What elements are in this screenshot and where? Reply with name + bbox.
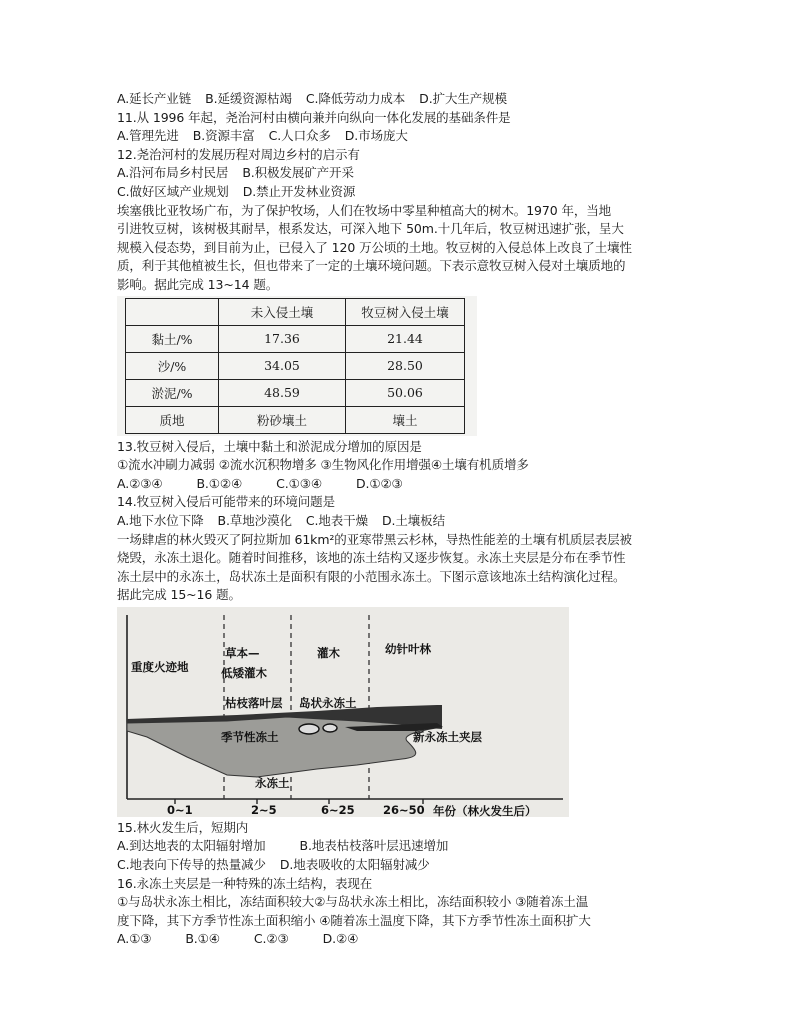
cell-invaded: 50.06 bbox=[346, 379, 465, 406]
zone-label-herb: 草本— bbox=[225, 645, 260, 660]
label-permafrost: 永冻土 bbox=[255, 775, 290, 790]
soil-texture-table-figure bbox=[117, 296, 477, 436]
passage-line: 冻土层中的永冻土，岛状冻土是面积有限的小范围永冻土。下图示意该地冻土结构演化过程。 bbox=[117, 568, 626, 584]
q13-option-d: D.①②③ bbox=[355, 475, 403, 491]
q10-option-b: B.延缓资源枯竭 bbox=[205, 91, 292, 106]
q16-stem: 16.永冻土夹层是一种特殊的冻土结构，表现在 bbox=[117, 875, 373, 891]
q15-options-2 bbox=[117, 856, 677, 875]
q11-options bbox=[117, 127, 677, 146]
passage-line: 埃塞俄比亚牧场广布，为了保护牧场，人们在牧场中零星种植高大的树木。1970 年，当地 bbox=[117, 202, 612, 218]
table-row bbox=[126, 352, 465, 379]
axis-label-6-25: 6~25 bbox=[321, 802, 355, 817]
axis-label-0-1: 0~1 bbox=[167, 802, 193, 817]
soil-texture-table bbox=[125, 298, 465, 434]
q11-option-a: A.管理先进 bbox=[117, 128, 179, 144]
q14-options bbox=[117, 512, 677, 531]
zone-label-shrub: 灌木 bbox=[317, 645, 340, 660]
q11-option-c: C.人口众多 bbox=[268, 128, 331, 144]
q13-options bbox=[117, 475, 677, 494]
permafrost-evolution-figure bbox=[117, 607, 569, 817]
q12-options-1 bbox=[117, 164, 677, 183]
row-label: 淤泥/% bbox=[126, 379, 219, 406]
table-header-row bbox=[126, 298, 465, 325]
label-island-permafrost: 岛状永冻土 bbox=[299, 695, 357, 710]
table-header-cell: 未入侵土壤 bbox=[219, 298, 346, 325]
cell-uninvaded: 34.05 bbox=[219, 352, 346, 379]
q13-option-c: C.①③④ bbox=[276, 475, 322, 491]
q16-option-a: A.①③ bbox=[117, 931, 152, 947]
q14-option-a: A.地下水位下降 bbox=[117, 512, 204, 528]
q10-option-c: C.降低劳动力成本 bbox=[305, 91, 406, 106]
passage-line: 影响。据此完成 13~14 题。 bbox=[117, 276, 279, 292]
q15-option-c: C.地表向下传导的热量减少 bbox=[117, 857, 266, 873]
table-header-cell bbox=[126, 298, 219, 325]
q11-option-d: D.市场庞大 bbox=[344, 128, 408, 144]
passage-line: 一场肆虐的林火毁灭了阿拉斯加 61km²的亚寒带黑云杉林，导热性能差的土壤有机质层表层被 bbox=[117, 531, 632, 547]
q16-option-d: D.②④ bbox=[322, 931, 359, 947]
q13-option-a: A.②③④ bbox=[117, 475, 163, 491]
q14-option-d: D.土壤板结 bbox=[381, 512, 445, 528]
q12-option-a: A.沿河布局乡村民居 bbox=[117, 165, 229, 181]
q14-stem: 14.牧豆树入侵后可能带来的环境问题是 bbox=[117, 494, 335, 510]
q10-options bbox=[117, 90, 677, 109]
q10-option-d: D.扩大生产规模 bbox=[419, 91, 507, 106]
q13-stem: 13.牧豆树入侵后，土壤中黏土和淤泥成分增加的原因是 bbox=[117, 438, 422, 454]
q16-option-c: C.②③ bbox=[253, 931, 289, 947]
row-label: 黏土/% bbox=[126, 325, 219, 352]
passage-line: 规模入侵态势，到目前为止，已侵入了 120 万公顷的土地。牧豆树的入侵总体上改良了土壤性 bbox=[117, 239, 632, 255]
table-row bbox=[126, 379, 465, 406]
row-label: 质地 bbox=[126, 406, 219, 433]
cell-invaded: 21.44 bbox=[346, 325, 465, 352]
passage-line: 质，利于其他植被生长，但也带来了一定的土壤环境问题。下表示意牧豆树入侵对土壤质地的 bbox=[117, 258, 626, 274]
q14-option-b: B.草地沙漠化 bbox=[217, 512, 292, 528]
q14-option-c: C.地表干燥 bbox=[305, 512, 368, 528]
q15-option-a: A.到达地表的太阳辐射增加 bbox=[117, 838, 266, 854]
q15-option-d: D.地表吸收的太阳辐射减少 bbox=[279, 857, 430, 873]
cell-uninvaded: 粉砂壤土 bbox=[219, 406, 346, 433]
q12-option-b: B.积极发展矿产开采 bbox=[242, 165, 354, 181]
axis-label-2-5: 2~5 bbox=[251, 802, 277, 817]
q10-option-a: A.延长产业链 bbox=[117, 91, 192, 106]
label-new-permafrost-layer: 新永冻土夹层 bbox=[413, 729, 482, 744]
passage-wildfire bbox=[117, 531, 677, 605]
q16-statements-1: ①与岛状永冻土相比，冻结面积较大②与岛状永冻土相比，冻结面积较小 ③随着冻土温 bbox=[117, 894, 589, 910]
q15-stem: 15.林火发生后，短期内 bbox=[117, 819, 249, 835]
passage-line: 据此完成 15~16 题。 bbox=[117, 587, 241, 603]
cell-uninvaded: 17.36 bbox=[219, 325, 346, 352]
zone-label-young-conifer: 幼针叶林 bbox=[385, 641, 431, 656]
table-row bbox=[126, 406, 465, 433]
q15-options-1 bbox=[117, 837, 677, 856]
cell-uninvaded: 48.59 bbox=[219, 379, 346, 406]
zone-label-severe-burn: 重度火迹地 bbox=[131, 659, 189, 674]
permafrost-diagram bbox=[117, 607, 569, 817]
zone-label-low-shrub: 低矮灌木 bbox=[221, 665, 267, 680]
axis-unit-label: 年份（林火发生后） bbox=[433, 803, 537, 818]
exam-page bbox=[117, 90, 677, 949]
label-litter-layer: 枯枝落叶层 bbox=[225, 695, 283, 710]
q15-option-b: B.地表枯枝落叶层迅速增加 bbox=[299, 838, 449, 854]
q16-statements-2: 度下降，其下方季节性冻土面积缩小 ④随着冻土温度下降，其下方季节性冻土面积扩大 bbox=[117, 912, 591, 928]
passage-line: 引进牧豆树，该树极其耐旱，根系发达，可深入地下 50m.十几年后，牧豆树迅速扩张，呈大 bbox=[117, 221, 624, 237]
row-label: 沙/% bbox=[126, 352, 219, 379]
table-header-cell: 牧豆树入侵土壤 bbox=[346, 298, 465, 325]
q13-option-b: B.①②④ bbox=[196, 475, 243, 491]
table-row bbox=[126, 325, 465, 352]
q13-statements: ①流水冲刷力减弱 ②流水沉积物增多 ③生物风化作用增强④土壤有机质增多 bbox=[117, 457, 529, 473]
q11-stem: 11.从 1996 年起，尧治河村由横向兼并向纵向一体化发展的基础条件是 bbox=[117, 109, 511, 125]
q12-options-2 bbox=[117, 183, 677, 202]
q12-stem: 12.尧治河村的发展历程对周边乡村的启示有 bbox=[117, 146, 360, 162]
axis-label-26-50: 26~50 bbox=[383, 802, 425, 817]
q11-option-b: B.资源丰富 bbox=[192, 128, 255, 144]
passage-mesquite bbox=[117, 202, 677, 295]
q16-options bbox=[117, 930, 677, 949]
cell-invaded: 28.50 bbox=[346, 352, 465, 379]
cell-invaded: 壤土 bbox=[346, 406, 465, 433]
passage-line: 烧毁，永冻土退化。随着时间推移，该地的冻土结构又逐步恢复。永冻土夹层是分布在季节性 bbox=[117, 550, 626, 566]
q12-option-d: D.禁止开发林业资源 bbox=[242, 183, 356, 199]
q12-option-c: C.做好区域产业规划 bbox=[117, 183, 229, 199]
label-seasonal-frozen-soil: 季节性冻土 bbox=[221, 729, 279, 744]
q16-option-b: B.①④ bbox=[185, 931, 220, 947]
